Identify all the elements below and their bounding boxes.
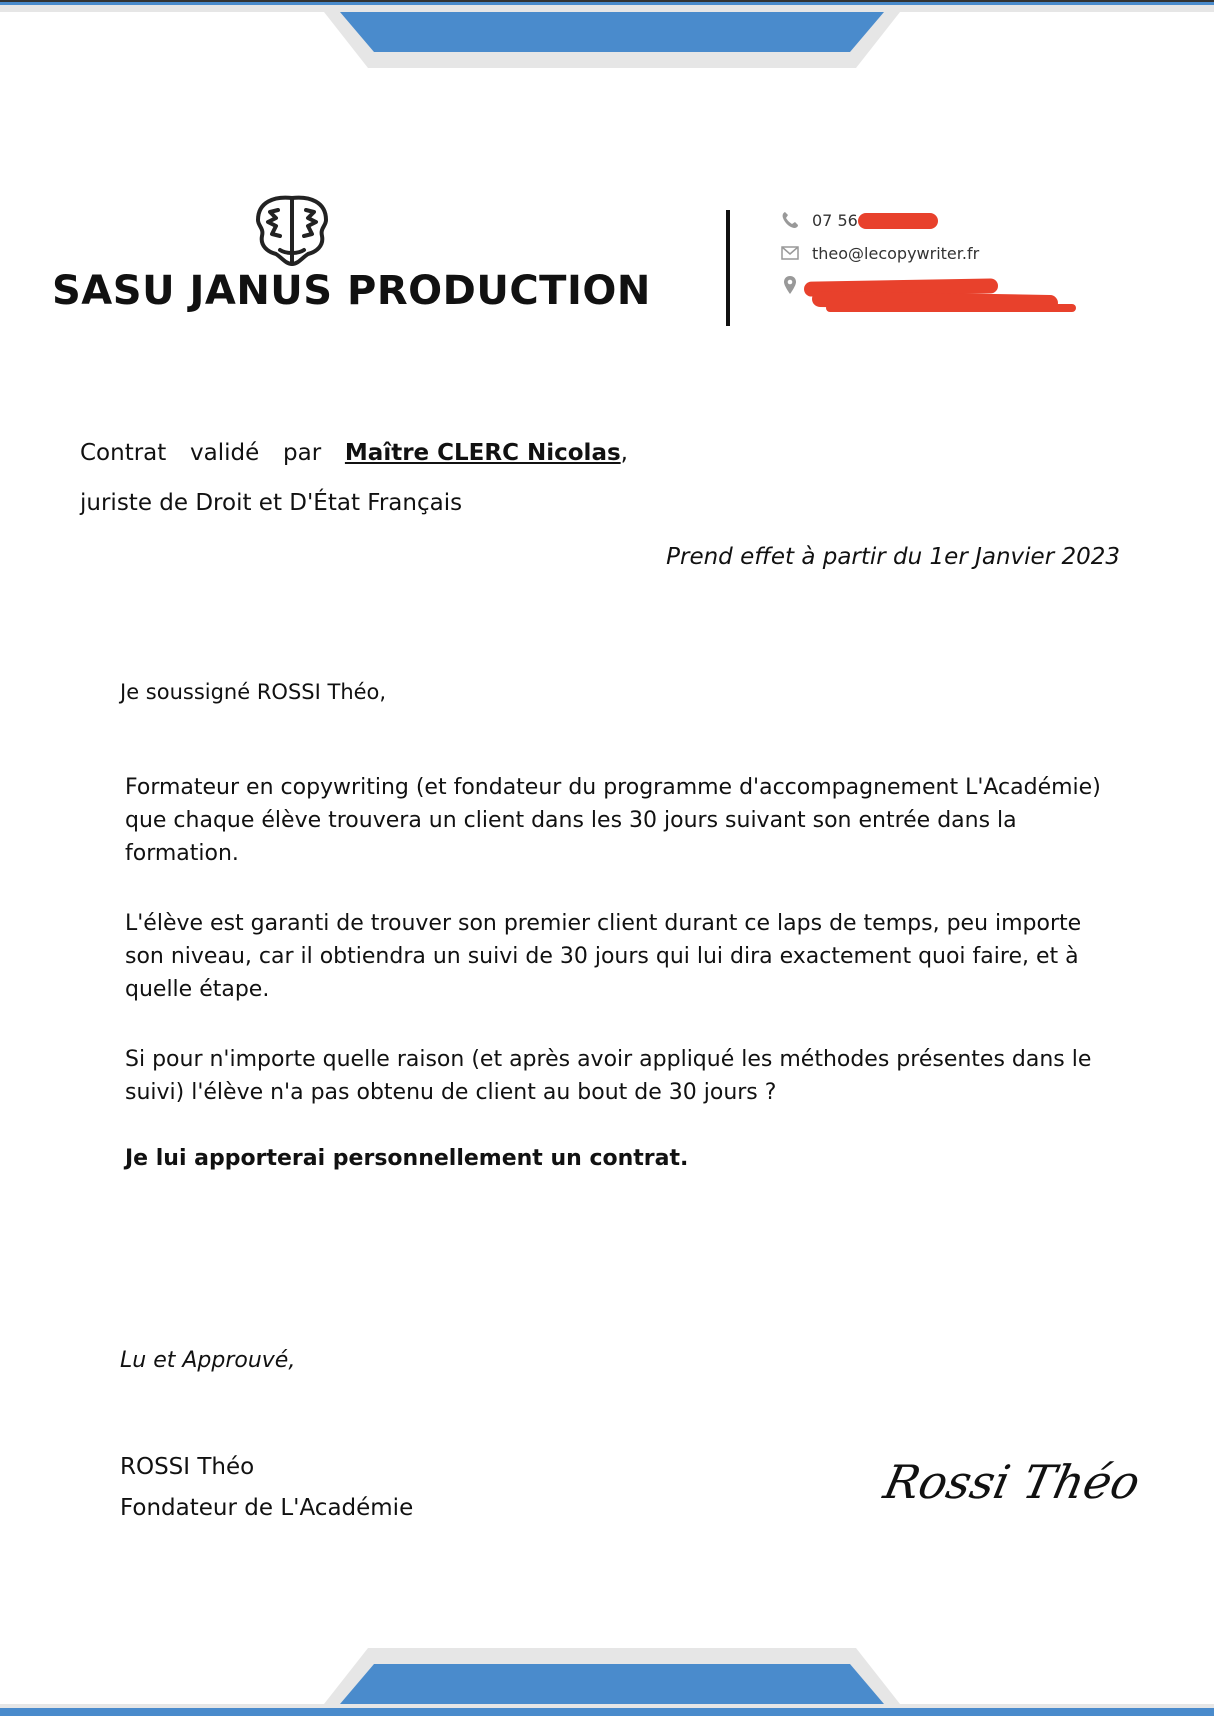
validation-word-2: validé bbox=[190, 440, 260, 466]
validation-word-3: par bbox=[283, 440, 322, 466]
phone-number: 07 56 bbox=[812, 210, 858, 230]
bottom-decorative-band bbox=[0, 1646, 1214, 1716]
handwritten-signature bbox=[879, 1440, 1145, 1520]
company-name: SASU JANUS PRODUCTION bbox=[52, 268, 651, 314]
lawyer-name: Maître CLERC Nicolas, bbox=[344, 440, 628, 466]
envelope-icon bbox=[780, 243, 800, 263]
validation-line-2: juriste de Droit et D'État Français bbox=[80, 490, 463, 516]
svg-text:Rossi Théo: Rossi Théo bbox=[879, 1455, 1145, 1509]
location-pin-icon bbox=[780, 275, 800, 295]
email-address: theo@lecopywriter.fr bbox=[812, 243, 980, 263]
effective-date: Prend effet à partir du 1er Janvier 2023 bbox=[666, 544, 1120, 570]
paragraph-3: Si pour n'importe quelle raison (et après avoir appliqué les méthodes présentes dans le suivi) l'élève n'a pas obtenu de client au bout de 30 jours ? bbox=[125, 1047, 1092, 1105]
contact-phone bbox=[780, 210, 858, 230]
greeting: Je soussigné ROSSI Théo, bbox=[120, 680, 387, 704]
janus-logo-icon bbox=[252, 192, 332, 270]
signer-name: ROSSI Théo bbox=[120, 1454, 255, 1480]
validation-statement bbox=[80, 428, 628, 528]
approved-label: Lu et Approuvé, bbox=[120, 1348, 296, 1373]
top-decorative-band bbox=[0, 0, 1214, 70]
phone-redaction bbox=[858, 213, 938, 229]
contact-email bbox=[780, 243, 979, 263]
phone-icon bbox=[780, 210, 800, 230]
signer-role: Fondateur de L'Académie bbox=[120, 1495, 414, 1521]
closing-statement: Je lui apporterai personnellement un contrat. bbox=[125, 1146, 689, 1171]
paragraph-2: L'élève est garanti de trouver son premier client durant ce laps de temps, peu importe son niveau, car il obtiendra un suivi de 30 jours qui lui dira exactement quoi faire, et à quelle étape. bbox=[125, 911, 1082, 1002]
address-redaction-3 bbox=[826, 304, 1076, 312]
validation-word-1: Contrat bbox=[80, 440, 167, 466]
paragraph-1: Formateur en copywriting (et fondateur du programme d'accompagnement L'Académie) que chaque élève trouvera un client dans les 30 jours suivant son entrée dans la formation. bbox=[125, 775, 1101, 866]
header-divider bbox=[726, 210, 730, 326]
